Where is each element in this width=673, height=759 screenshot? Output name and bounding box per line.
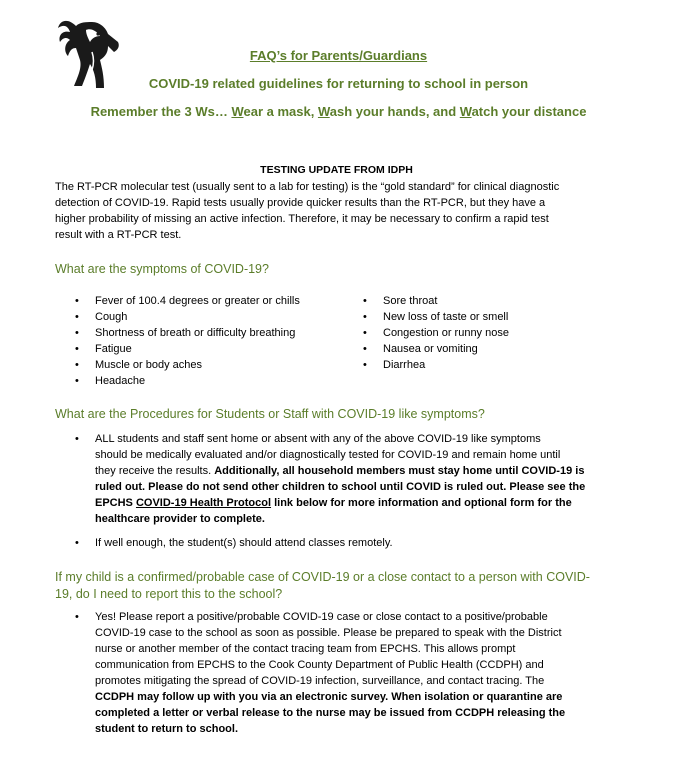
covid-health-protocol-link[interactable]: COVID-19 Health Protocol	[135, 497, 272, 509]
procedures-bullet-1: • ALL students and staff sent home or absent with any of the above COVID-19 like symptoms should be medically evaluated and/or diagnostically tested for COVID-19 and remain home until they receive the results. Additionally, all household members must stay home until COVID-19 is ruled out. Please do not send other children to school until COVID is ruled out. Please see the EPCHS COVID-19 Health Protocol link below for more information and optional form for the healthcare provider to complete.	[75, 433, 586, 525]
page-subtitle: COVID-19 related guidelines for returning to school in person	[148, 76, 529, 91]
list-item: • Cough	[75, 309, 365, 325]
list-item: • Headache	[75, 373, 365, 389]
list-item: • Diarrhea	[363, 357, 613, 373]
symptoms-question: What are the symptoms of COVID-19?	[55, 262, 269, 276]
procedures-question: What are the Procedures for Students or Staff with COVID-19 like symptoms?	[55, 407, 485, 421]
procedures-bullet-2: • If well enough, the student(s) should attend classes remotely.	[75, 537, 393, 549]
report-answer-bullet: • Yes! Please report a positive/probable COVID-19 case or close contact to a positive/probable COVID-19 case to the school as soon as possible. Please be prepared to speak with the District nurse or another member of the contact tracing team from EPCHS. This allows prompt communication from EPCHS to the Cook County Department of Public Health (CCDPH) and promotes mitigating the spread of COVID-19 infection, surveillance, and contact tracing. The CCDPH may follow up with you via an electronic survey. When isolation or quarantine are completed a letter or verbal release to the nurse may be issued from CCDPH releasing the student to return to school.	[75, 611, 566, 735]
list-item: • Congestion or runny nose	[363, 325, 613, 341]
list-item: • Fever of 100.4 degrees or greater or chills	[75, 293, 365, 309]
list-item: • New loss of taste or smell	[363, 309, 613, 325]
testing-update-paragraph: The RT-PCR molecular test (usually sent to a lab for testing) is the “gold standard” for clinical diagnostic detection of COVID-19. Rapid tests usually provide quicker results than the RT-PCR, but they have a higher probability of missing an active infection. Therefore, it may be necessary to confirm a rapid test result with a RT-PCR test.	[55, 181, 560, 241]
list-item: • Nausea or vomiting	[363, 341, 613, 357]
page-title: FAQ’s for Parents/Guardians	[249, 48, 428, 63]
symptoms-list-left	[75, 293, 365, 389]
list-item: • Shortness of breath or difficulty breathing	[75, 325, 365, 341]
testing-update-heading: TESTING UPDATE FROM IDPH	[260, 164, 413, 176]
three-ws-tagline: Remember the 3 Ws… Wear a mask, Wash your hands, and Watch your distance	[90, 104, 587, 119]
list-item: • Fatigue	[75, 341, 365, 357]
symptoms-list-right	[363, 293, 613, 373]
report-question: If my child is a confirmed/probable case of COVID-19 or a close contact to a person with COVID- 19, do I need to report this to the school?	[55, 570, 590, 601]
list-item: • Sore throat	[363, 293, 613, 309]
list-item: • Muscle or body aches	[75, 357, 365, 373]
